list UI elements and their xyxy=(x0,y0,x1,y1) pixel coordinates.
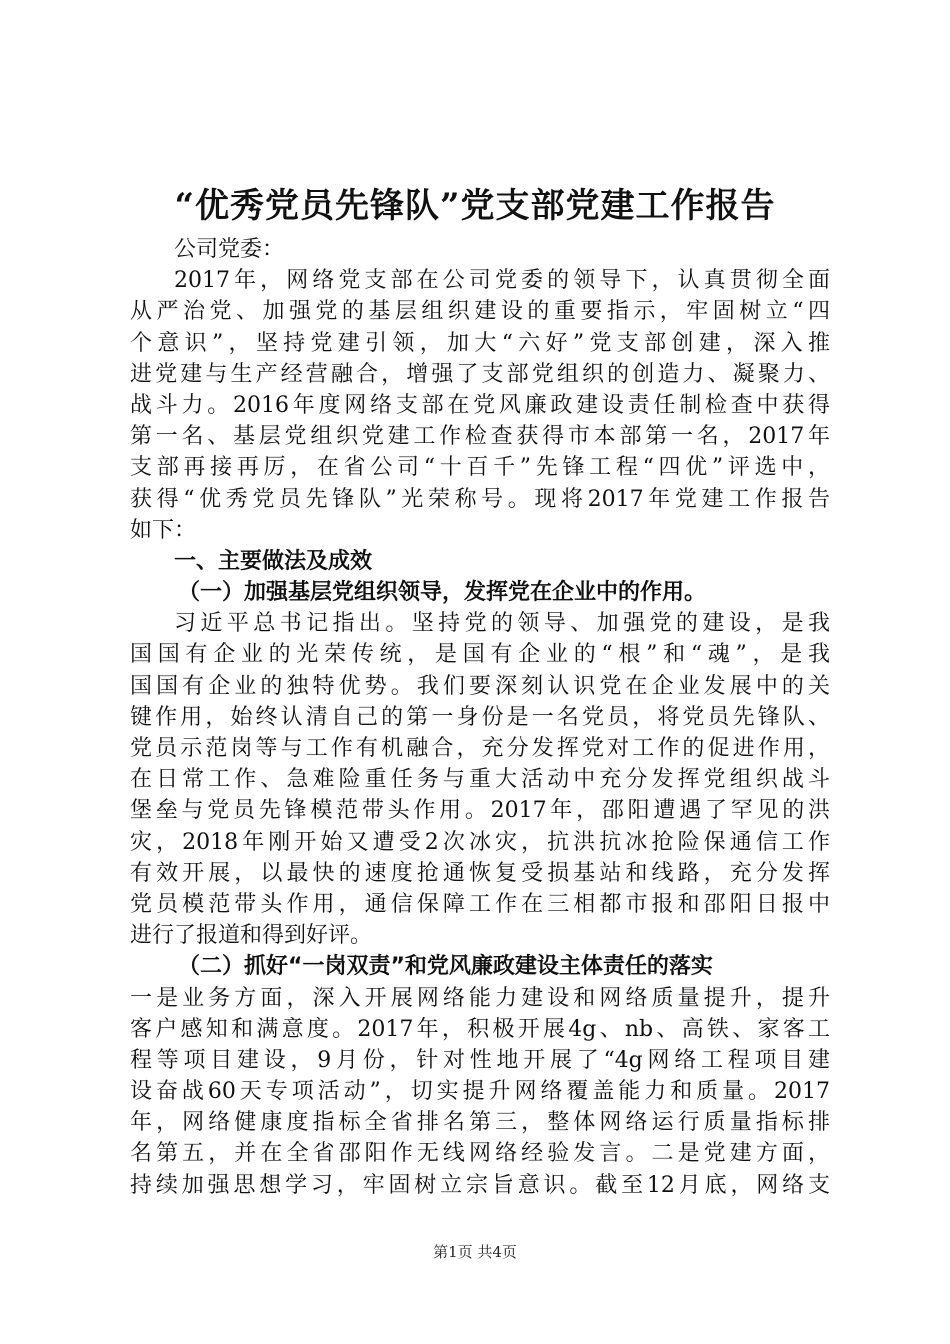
paragraph-line: 党员模范带头作用，通信保障工作在三相都市报和邵阳日报中 xyxy=(130,891,830,917)
page-footer: 第1页 共4页 xyxy=(433,1243,517,1261)
paragraph-line: 灾，2018年刚开始又遭受2次冰灾，抗洪抗冰抢险保通信工作 xyxy=(130,829,830,855)
paragraph-line: 国国有企业的独特优势。我们要深刻认识党在企业发展中的关 xyxy=(130,673,830,699)
paragraph-line: 2017年，网络党支部在公司党委的领导下，认真贯彻全面 xyxy=(174,268,830,294)
paragraph-line: 公司党委： xyxy=(174,237,285,262)
paragraph-line: 持续加强思想学习，牢固树立宗旨意识。截至12月底，网络支 xyxy=(130,1172,830,1198)
paragraph-line: 战斗力。2016年度网络支部在党风廉政建设责任制检查中获得 xyxy=(130,392,830,418)
paragraph-line: 年，网络健康度指标全省排名第三，整体网络运行质量指标排 xyxy=(130,1110,830,1136)
paragraph-line: 进行了报道和得到好评。 xyxy=(130,923,373,949)
section-heading: （一）加强基层党组织领导，发挥党在企业中的作用。 xyxy=(178,580,707,606)
paragraph-line: 如下： xyxy=(130,517,197,543)
paragraph-line: 支部再接再厉，在省公司“十百千”先锋工程“四优”评选中， xyxy=(130,455,830,481)
paragraph-line: 第一名、基层党组织党建工作检查获得市本部第一名，2017年 xyxy=(130,424,830,450)
paragraph-line: 从严治党、加强党的基层组织建设的重要指示，牢固树立“四 xyxy=(130,299,830,325)
paragraph-line: 设奋战60天专项活动”，切实提升网络覆盖能力和质量。2017 xyxy=(130,1079,830,1105)
document-title: “优秀党员先锋队”党支部党建工作报告 xyxy=(174,186,776,226)
paragraph-line: 一是业务方面，深入开展网络能力建设和网络质量提升，提升 xyxy=(130,985,830,1011)
paragraph-line: 进党建与生产经营融合，增强了支部党组织的创造力、凝聚力、 xyxy=(130,361,830,387)
paragraph-line: 客户感知和满意度。2017年，积极开展4g、nb、高铁、家客工 xyxy=(130,1016,830,1042)
paragraph-line: 习近平总书记指出。坚持党的领导、加强党的建设，是我 xyxy=(174,611,830,637)
section-heading: （二）抓好“一岗双责”和党风廉政建设主体责任的落实 xyxy=(178,954,713,980)
paragraph-line: 个意识”，坚持党建引领，加大“六好”党支部创建，深入推 xyxy=(130,330,830,356)
paragraph-line: 获得“优秀党员先锋队”光荣称号。现将2017年党建工作报告 xyxy=(130,486,830,512)
paragraph-line: 有效开展，以最快的速度抢通恢复受损基站和线路，充分发挥 xyxy=(130,860,830,886)
paragraph-line: 堡垒与党员先锋模范带头作用。2017年，邵阳遭遇了罕见的洪 xyxy=(130,798,830,824)
document-body xyxy=(130,234,830,1201)
paragraph-line: 键作用，始终认清自己的第一身份是一名党员，将党员先锋队、 xyxy=(130,704,830,730)
paragraph-line: 名第五，并在全省邵阳作无线网络经验发言。二是党建方面， xyxy=(130,1141,830,1167)
paragraph-line: 程等项目建设，9月份，针对性地开展了“4g网络工程项目建 xyxy=(130,1047,830,1073)
paragraph-line: 党员示范岗等与工作有机融合，充分发挥党对工作的促进作用， xyxy=(130,736,830,761)
paragraph-line: 在日常工作、急难险重任务与重大活动中充分发挥党组织战斗 xyxy=(130,767,830,793)
section-heading: 一、主要做法及成效 xyxy=(174,548,373,574)
paragraph-line: 国国有企业的光荣传统，是国有企业的“根”和“魂”，是我 xyxy=(130,642,830,668)
